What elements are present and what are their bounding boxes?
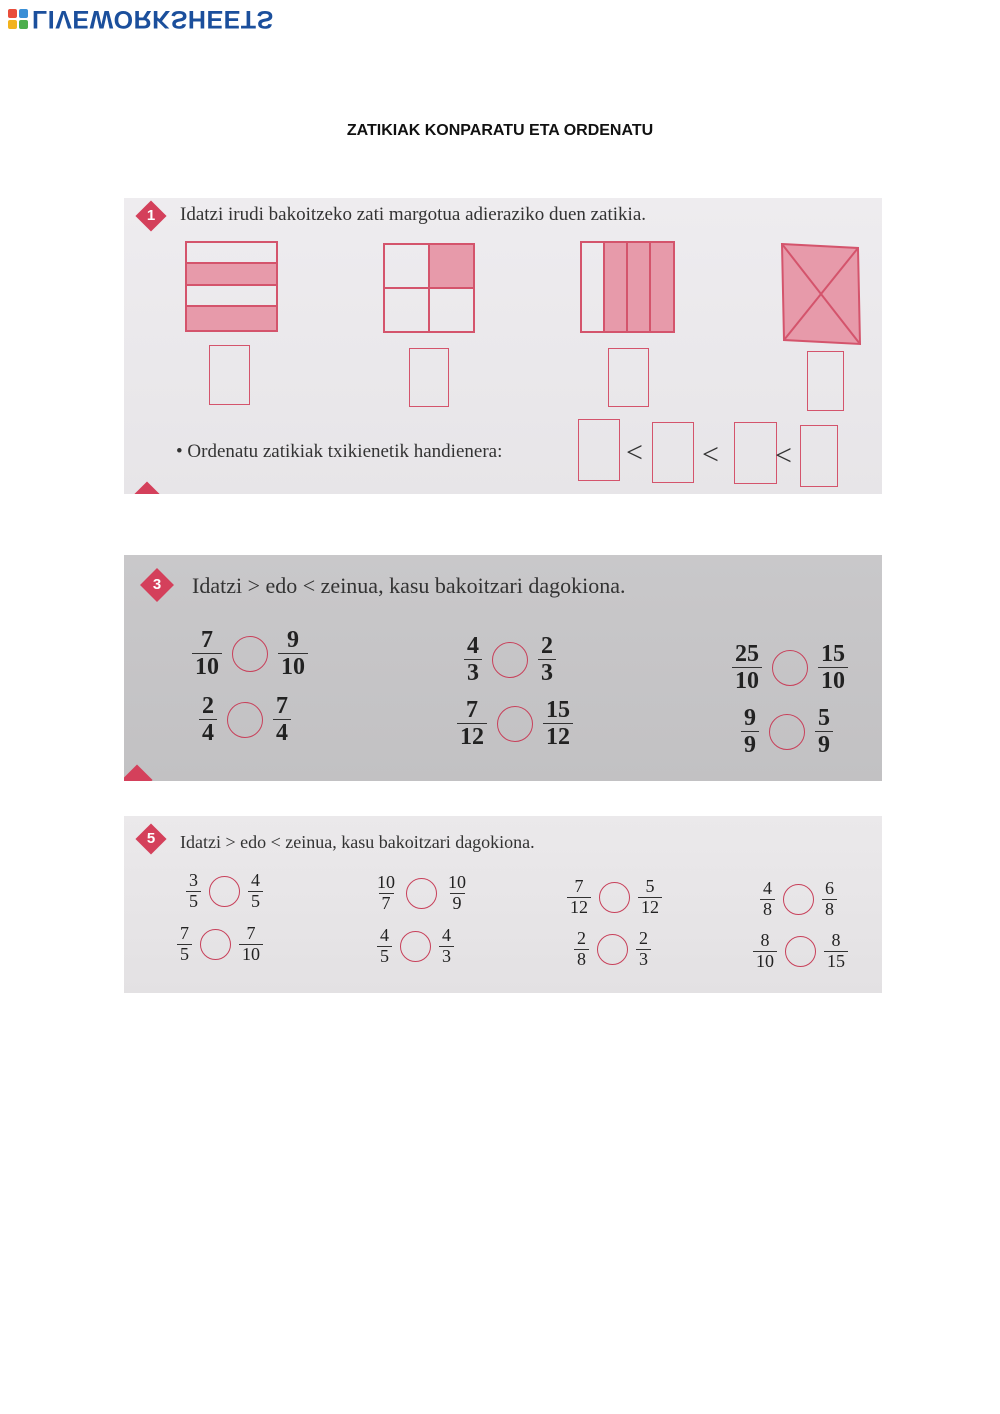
fraction-shape-horizontal-stripes [185, 241, 278, 332]
fraction-comparison [567, 877, 662, 918]
comparison-circle[interactable] [227, 702, 263, 738]
exercise-number: 3 [152, 576, 162, 593]
fraction: $\frac{8}{15}$ [824, 931, 848, 972]
fraction-comparison [732, 641, 848, 695]
comparison-circle[interactable] [400, 931, 431, 962]
fraction: $\frac{25}{10}$ [732, 641, 762, 695]
fraction: $\frac{7}{12}$ [567, 877, 591, 918]
fraction: $\frac{2}{4}$ [199, 693, 217, 747]
fraction: $\frac{8}{10}$ [753, 931, 777, 972]
page-title: ZATIKIAK KONPARATU ETA ORDENATU [346, 122, 654, 139]
comparison-circle[interactable] [783, 884, 814, 915]
fraction: $\frac{7}{4}$ [273, 693, 291, 747]
order-instruction: • Ordenatu zatikiak txikienetik handienera: [176, 441, 503, 462]
exercise-3-instruction: Idatzi > edo < zeinua, kasu bakoitzari dagokiona. [192, 573, 626, 598]
fraction-comparison [574, 929, 651, 970]
exercise-5-instruction: Idatzi > edo < zeinua, kasu bakoitzari dagokiona. [180, 832, 535, 852]
fraction: $\frac{9}{10}$ [278, 627, 308, 681]
fraction: $\frac{2}{8}$ [574, 929, 589, 970]
less-than-sign: < [626, 436, 643, 469]
comparison-circle[interactable] [497, 706, 533, 742]
fraction: $\frac{4}{5}$ [248, 871, 263, 912]
fraction-answer-box[interactable] [409, 348, 449, 407]
fraction-comparison [199, 693, 291, 747]
fraction: $\frac{4}{3}$ [439, 926, 454, 967]
fraction: $\frac{7}{10}$ [239, 924, 263, 965]
fraction: $\frac{7}{5}$ [177, 924, 192, 965]
comparison-circle[interactable] [406, 878, 437, 909]
fraction: $\frac{2}{3}$ [538, 633, 556, 687]
comparison-circle[interactable] [769, 714, 805, 750]
order-answer-box[interactable] [800, 425, 838, 487]
exercise-1-instruction: Idatzi irudi bakoitzeko zati margotua adieraziko duen zatikia. [180, 204, 647, 225]
fraction-comparison [377, 926, 454, 967]
exercise-number: 1 [146, 207, 156, 224]
next-exercise-badge-icon [124, 764, 153, 781]
fraction-comparison [753, 931, 848, 972]
fraction-comparison [192, 627, 308, 681]
fraction-comparison [760, 879, 837, 920]
fraction: $\frac{4}{8}$ [760, 879, 775, 920]
order-answer-box[interactable] [578, 419, 620, 481]
comparison-circle[interactable] [200, 929, 231, 960]
fraction-answer-box[interactable] [807, 351, 844, 411]
comparison-circle[interactable] [772, 650, 808, 686]
order-answer-box[interactable] [652, 422, 694, 483]
less-than-sign: < [702, 438, 719, 471]
fraction: $\frac{4}{5}$ [377, 926, 392, 967]
fraction-comparison [374, 873, 469, 914]
fraction: $\frac{9}{9}$ [741, 705, 759, 759]
less-than-sign: < [775, 439, 792, 472]
comparison-circle[interactable] [597, 934, 628, 965]
fraction: $\frac{2}{3}$ [636, 929, 651, 970]
fraction: $\frac{4}{3}$ [464, 633, 482, 687]
logo-text: LIVEWORKSHEETS [32, 5, 274, 33]
fraction: $\frac{6}{8}$ [822, 879, 837, 920]
comparison-circle[interactable] [599, 882, 630, 913]
fraction: $\frac{7}{12}$ [457, 697, 487, 751]
fraction-answer-box[interactable] [608, 348, 649, 407]
fraction-shape-quarters [383, 243, 475, 333]
fraction-comparison [457, 697, 573, 751]
fraction: $\frac{15}{12}$ [543, 697, 573, 751]
logo-blocks-icon [8, 9, 28, 29]
exercise-1-panel [124, 198, 882, 494]
fraction: $\frac{5}{9}$ [815, 705, 833, 759]
exercise-number: 5 [146, 830, 156, 847]
comparison-circle[interactable] [492, 642, 528, 678]
fraction-comparison [741, 705, 833, 759]
fraction: $\frac{15}{10}$ [818, 641, 848, 695]
fraction: $\frac{3}{5}$ [186, 871, 201, 912]
comparison-circle[interactable] [785, 936, 816, 967]
comparison-circle[interactable] [232, 636, 268, 672]
fraction: $\frac{10}{7}$ [377, 872, 395, 913]
order-answer-box[interactable] [734, 422, 777, 484]
liveworksheets-logo [8, 6, 274, 31]
fraction: $\frac{5}{12}$ [638, 877, 662, 918]
fraction-shape-vertical-strips [580, 241, 675, 333]
next-exercise-badge-icon [131, 481, 162, 494]
fraction: $\frac{7}{10}$ [192, 627, 222, 681]
exercise-5-panel [124, 816, 882, 993]
exercise-3-panel [124, 555, 882, 781]
fraction-shape-diagonals [780, 242, 862, 346]
fraction-comparison [177, 924, 263, 965]
fraction-comparison [464, 633, 556, 687]
fraction: $\frac{10}{9}$ [448, 872, 466, 913]
fraction-answer-box[interactable] [209, 345, 250, 405]
fraction-comparison [186, 871, 263, 912]
comparison-circle[interactable] [209, 876, 240, 907]
